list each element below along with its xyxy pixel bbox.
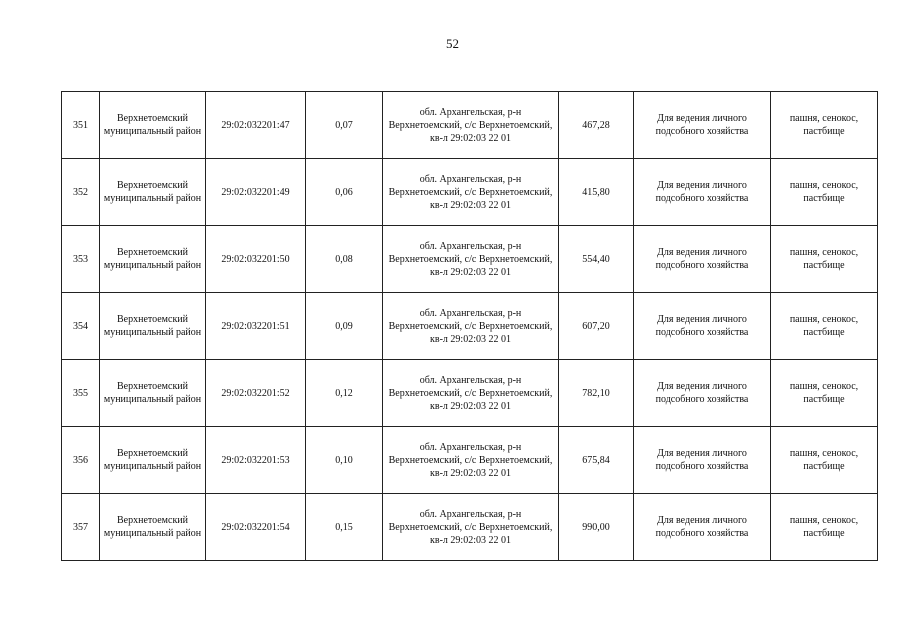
land-use-cell: пашня, сенокос, пастбище [771,427,878,494]
municipality-cell: Верхнетоемский муниципальный район [100,226,206,293]
area-cell: 0,10 [306,427,383,494]
municipality-cell: Верхнетоемский муниципальный район [100,92,206,159]
location-cell: обл. Архангельская, р-н Верхнетоемский, с/с Верхнетоемский, кв-л 29:02:03 22 01 [383,159,559,226]
land-use-cell: пашня, сенокос, пастбище [771,92,878,159]
cadastral-number-cell: 29:02:032201:53 [206,427,306,494]
value-cell: 990,00 [559,494,634,561]
purpose-cell: Для ведения личного подсобного хозяйства [634,226,771,293]
purpose-cell: Для ведения личного подсобного хозяйства [634,427,771,494]
location-cell: обл. Архангельская, р-н Верхнетоемский, с/с Верхнетоемский, кв-л 29:02:03 22 01 [383,293,559,360]
row-number-cell: 355 [62,360,100,427]
area-cell: 0,09 [306,293,383,360]
municipality-cell: Верхнетоемский муниципальный район [100,427,206,494]
table-row [62,427,878,494]
location-cell: обл. Архангельская, р-н Верхнетоемский, с/с Верхнетоемский, кв-л 29:02:03 22 01 [383,494,559,561]
location-cell: обл. Архангельская, р-н Верхнетоемский, с/с Верхнетоемский, кв-л 29:02:03 22 01 [383,226,559,293]
purpose-cell: Для ведения личного подсобного хозяйства [634,360,771,427]
area-cell: 0,12 [306,360,383,427]
cadastral-number-cell: 29:02:032201:50 [206,226,306,293]
value-cell: 782,10 [559,360,634,427]
table-body [62,92,878,561]
purpose-cell: Для ведения личного подсобного хозяйства [634,159,771,226]
cadastral-number-cell: 29:02:032201:52 [206,360,306,427]
location-cell: обл. Архангельская, р-н Верхнетоемский, с/с Верхнетоемский, кв-л 29:02:03 22 01 [383,360,559,427]
municipality-cell: Верхнетоемский муниципальный район [100,494,206,561]
cadastral-number-cell: 29:02:032201:51 [206,293,306,360]
area-cell: 0,08 [306,226,383,293]
table-row [62,293,878,360]
table-row [62,226,878,293]
table-row [62,360,878,427]
land-use-cell: пашня, сенокос, пастбище [771,494,878,561]
page-number: 52 [446,36,459,51]
value-cell: 607,20 [559,293,634,360]
municipality-cell: Верхнетоемский муниципальный район [100,360,206,427]
value-cell: 415,80 [559,159,634,226]
row-number-cell: 353 [62,226,100,293]
location-cell: обл. Архангельская, р-н Верхнетоемский, с/с Верхнетоемский, кв-л 29:02:03 22 01 [383,92,559,159]
location-cell: обл. Архангельская, р-н Верхнетоемский, с/с Верхнетоемский, кв-л 29:02:03 22 01 [383,427,559,494]
area-cell: 0,06 [306,159,383,226]
purpose-cell: Для ведения личного подсобного хозяйства [634,92,771,159]
row-number-cell: 354 [62,293,100,360]
municipality-cell: Верхнетоемский муниципальный район [100,159,206,226]
land-use-cell: пашня, сенокос, пастбище [771,159,878,226]
purpose-cell: Для ведения личного подсобного хозяйства [634,293,771,360]
area-cell: 0,15 [306,494,383,561]
area-cell: 0,07 [306,92,383,159]
table-row [62,159,878,226]
cadastral-number-cell: 29:02:032201:49 [206,159,306,226]
purpose-cell: Для ведения личного подсобного хозяйства [634,494,771,561]
table-row [62,494,878,561]
land-use-cell: пашня, сенокос, пастбище [771,360,878,427]
row-number-cell: 357 [62,494,100,561]
row-number-cell: 356 [62,427,100,494]
cadastral-number-cell: 29:02:032201:47 [206,92,306,159]
value-cell: 467,28 [559,92,634,159]
value-cell: 675,84 [559,427,634,494]
table-row [62,92,878,159]
row-number-cell: 352 [62,159,100,226]
cadastral-number-cell: 29:02:032201:54 [206,494,306,561]
row-number-cell: 351 [62,92,100,159]
land-use-cell: пашня, сенокос, пастбище [771,226,878,293]
land-plots-table [61,91,878,561]
municipality-cell: Верхнетоемский муниципальный район [100,293,206,360]
land-use-cell: пашня, сенокос, пастбище [771,293,878,360]
value-cell: 554,40 [559,226,634,293]
